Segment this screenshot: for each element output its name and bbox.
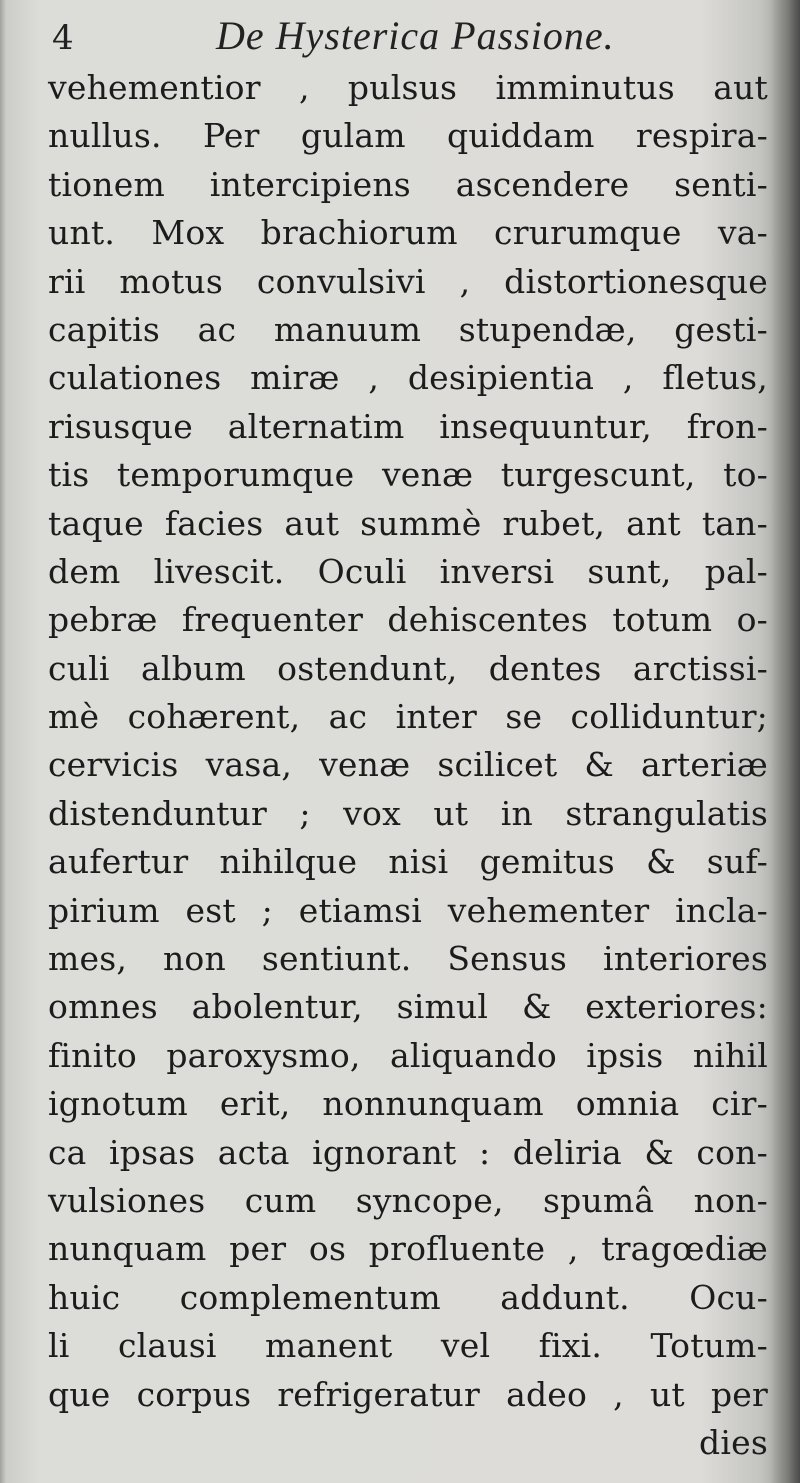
text-line: nunquam per os profluente , tragœdiæ: [48, 1229, 768, 1269]
text-line: tionem intercipiens ascendere senti-: [48, 164, 768, 204]
text-line: que corpus refrigeratur adeo , ut per: [48, 1374, 768, 1414]
text-line: finito paroxysmo, aliquando ipsis nihil: [48, 1035, 768, 1075]
text-line: aufertur nihilque nisi gemitus & suf-: [48, 842, 768, 882]
text-line: mes, non sentiunt. Sensus interiores: [48, 939, 768, 979]
text-line: vehementior , pulsus imminutus aut: [48, 68, 768, 107]
text-line: culationes miræ , desipientia , fletus,: [48, 358, 768, 398]
text-line: pirium est ; etiamsi vehementer incla-: [48, 890, 768, 930]
body-text: [48, 64, 768, 1467]
text-line: li clausi manent vel fixi. Totum-: [48, 1326, 768, 1366]
text-line: huic complementum addunt. Ocu-: [48, 1277, 768, 1317]
text-line: rii motus convulsivi , distortionesque: [48, 261, 768, 301]
page-left-edge: [0, 0, 6, 1483]
text-line: omnes abolentur, simul & exteriores:: [48, 987, 768, 1027]
text-line: unt. Mox brachiorum crurumque va-: [48, 213, 768, 253]
text-line: ca ipsas acta ignorant : deliria & con-: [48, 1132, 768, 1172]
text-line: mè cohærent, ac inter se colliduntur;: [48, 697, 768, 737]
text-line: distenduntur ; vox ut in strangulatis: [48, 793, 768, 833]
text-line: pebræ frequenter dehiscentes totum o-: [48, 600, 768, 640]
text-line: nullus. Per gulam quiddam respira-: [48, 116, 768, 156]
text-line: ignotum erit, nonnunquam omnia cir-: [48, 1084, 768, 1124]
text-line: culi album ostendunt, dentes arctissi-: [48, 648, 768, 688]
text-line: dem livescit. Oculi inversi sunt, pal-: [48, 551, 768, 591]
text-line: taque facies aut summè rubet, ant tan-: [48, 503, 768, 543]
catchword: dies: [699, 1422, 768, 1462]
page-number: 4: [52, 18, 74, 58]
text-line: capitis ac manuum stupendæ, gesti-: [48, 309, 768, 349]
text-line: tis temporumque venæ turgescunt, to-: [48, 455, 768, 495]
running-title: De Hysterica Passione.: [216, 13, 615, 58]
gutter-shadow: [770, 0, 800, 1483]
page-header: [48, 10, 768, 62]
text-line: vulsiones cum syncope, spumâ non-: [48, 1180, 768, 1220]
text-line: risusque alternatim insequuntur, fron-: [48, 406, 768, 446]
text-line: cervicis vasa, venæ scilicet & arteriæ: [48, 745, 768, 785]
